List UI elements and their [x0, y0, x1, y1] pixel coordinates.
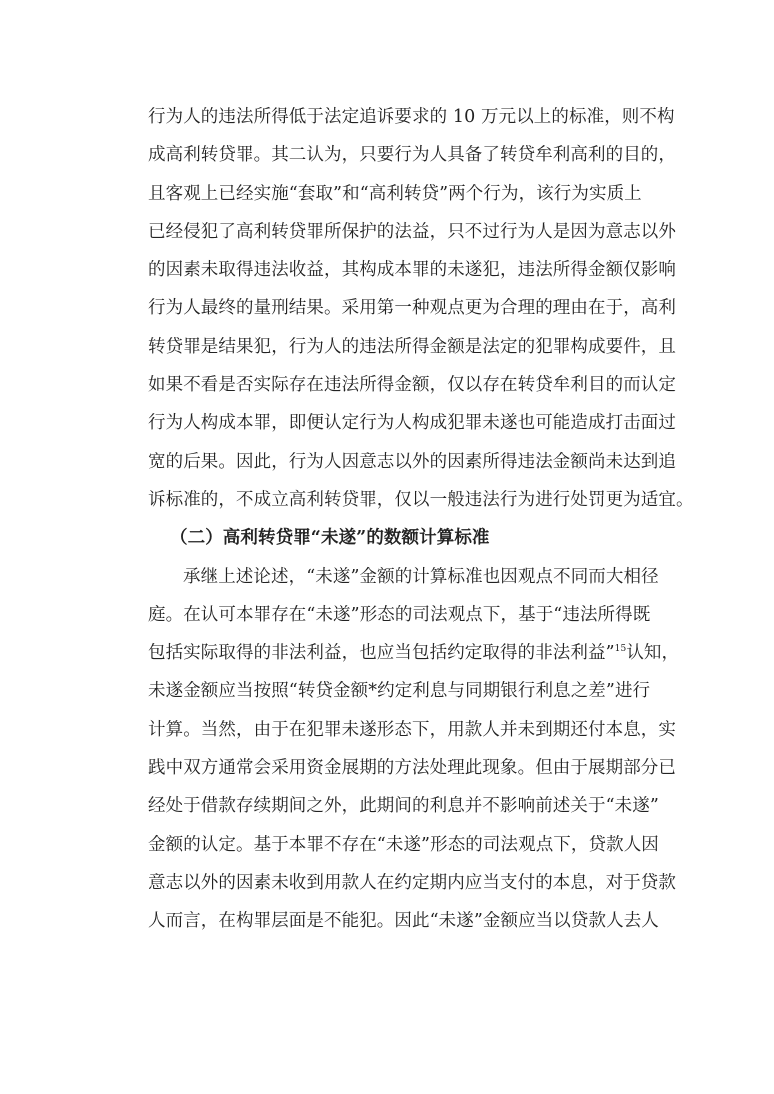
text-line: 庭。在认可本罪存在“未遂”形态的司法观点下，基于“违法所得既 [148, 604, 651, 625]
text-line: 宽的后果。因此，行为人因意志以外的因素所得违法金额尚未达到追 [148, 451, 676, 472]
text-line: 计算。当然，由于在犯罪未遂形态下，用款人并未到期还付本息，实 [148, 719, 676, 740]
text-line-with-footnote [148, 634, 680, 672]
body-text [148, 98, 694, 941]
text-line: 如果不看是否实际存在违法所得金额，仅以存在转贷牟利目的而认定 [148, 375, 676, 396]
text-line: 金额的认定。基于本罪不存在“未遂”形态的司法观点下，贷款人因 [148, 834, 659, 855]
text-line: 未遂金额应当按照“转贷金额*约定利息与同期银行利息之差”进行 [148, 681, 651, 702]
text-segment: 包括实际取得的非法利益，也应当包括约定取得的非法利益” [148, 643, 615, 664]
text-line: 承继上述论述，“未遂”金额的计算标准也因观点不同而大相径 [183, 566, 659, 587]
footnote-marker: 15 [614, 644, 627, 655]
text-line: 意志以外的因素未收到用款人在约定期内应当支付的本息，对于贷款 [148, 872, 676, 893]
text-segment: 认知， [626, 643, 680, 664]
section-heading: （二）高利转贷罪“未遂”的数额计算标准 [170, 528, 490, 549]
text-line: 成高利转贷罪。其二认为，只要行为人具备了转贷牟利高利的目的， [148, 145, 676, 166]
text-line: 诉标准的，不成立高利转贷罪，仅以一般违法行为进行处罚更为适宜。 [148, 489, 694, 510]
text-line: 行为人的违法所得低于法定追诉要求的 10 万元以上的标准，则不构 [148, 107, 675, 127]
text-line: 人而言，在构罪层面是不能犯。因此“未遂”金额应当以贷款人去人 [148, 911, 659, 932]
text-line: 践中双方通常会采用资金展期的方法处理此现象。但由于展期部分已 [148, 758, 676, 779]
text-line: 且客观上已经实施“套取”和“高利转贷”两个行为，该行为实质上 [148, 183, 642, 204]
paragraph-2 [148, 558, 680, 941]
text-line: 行为人最终的量刑结果。采用第一种观点更为合理的理由在于，高利 [148, 298, 676, 319]
paragraph-1 [148, 98, 694, 519]
text-line: 经处于借款存续期间之外，此期间的利息并不影响前述关于“未遂” [148, 796, 659, 817]
text-line: 转贷罪是结果犯，行为人的违法所得金额是法定的犯罪构成要件，且 [148, 336, 676, 357]
text-line: 的因素未取得违法收益，其构成本罪的未遂犯，违法所得金额仅影响 [148, 260, 676, 281]
text-line: 行为人构成本罪，即便认定行为人构成犯罪未遂也可能造成打击面过 [148, 413, 676, 434]
text-line: 已经侵犯了高利转贷罪所保护的法益，只不过行为人是因为意志以外 [148, 221, 676, 242]
